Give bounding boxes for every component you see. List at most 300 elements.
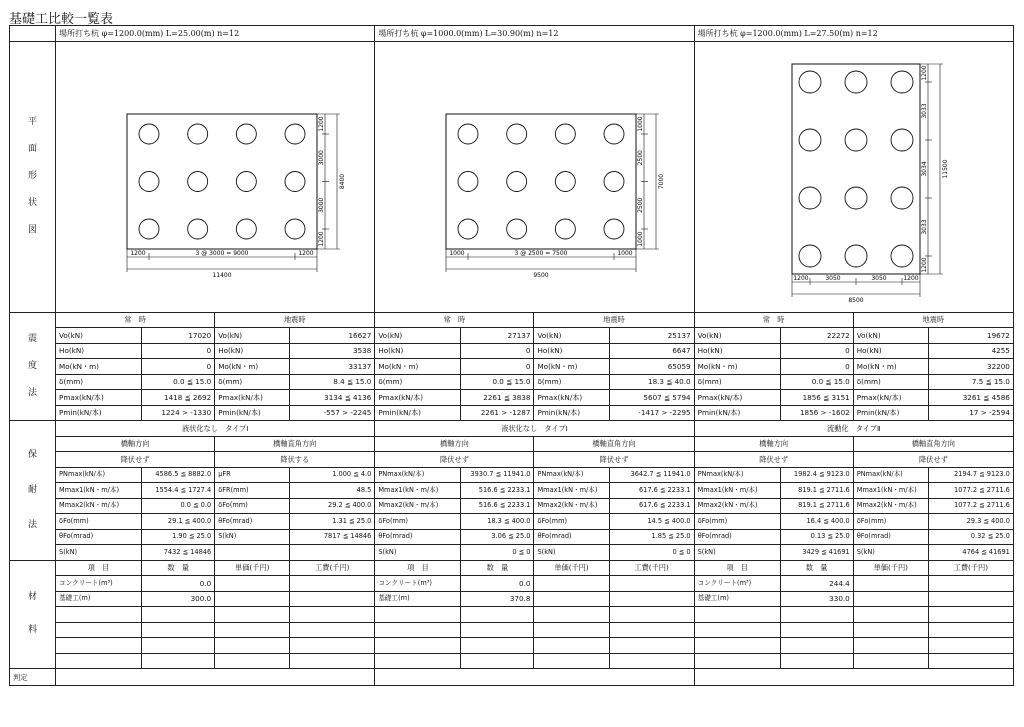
footing-outline: [446, 114, 636, 249]
capacity-label: θFo(mrad): [56, 529, 142, 545]
capacity-value: 1.31 ≦ 25.0: [290, 514, 375, 530]
material-qty: [780, 607, 853, 623]
seismic-value: 0: [142, 359, 215, 375]
capacity-label: S(kN): [56, 545, 142, 561]
dimension-label: 3 @ 3000 = 9000: [195, 249, 249, 257]
material-qty: [142, 607, 215, 623]
pile-circle: [845, 129, 867, 151]
material-item: [375, 607, 461, 623]
seismic-row: [10, 343, 1014, 359]
dimension-label: 3 @ 2500 = 7500: [514, 249, 568, 257]
material-cost: [928, 576, 1013, 592]
capacity-condition: 液状化なし タイプⅠ: [56, 421, 375, 437]
seismic-label: Mo(kN・m): [56, 359, 142, 375]
material-qty: [142, 622, 215, 638]
seismic-value: 1224 > -1330: [142, 405, 215, 421]
direction-label: 橋軸方向: [694, 436, 853, 452]
seismic-value: 17 > -2594: [928, 405, 1013, 421]
side-label-judge: 判定: [10, 669, 56, 686]
material-unit-price: [215, 653, 290, 669]
material-item: 基礎工(m): [56, 591, 142, 607]
seismic-label: Vo(kN): [375, 328, 461, 344]
seismic-header-row: [10, 312, 1014, 328]
pile-circle: [139, 219, 159, 239]
seismic-label: Ho(kN): [694, 343, 780, 359]
material-header: 数 量: [142, 560, 215, 576]
seismic-value: 0.0 ≦ 15.0: [780, 374, 853, 390]
footing-outline: [792, 64, 920, 274]
capacity-value: 1077.2 ≦ 2711.6: [928, 498, 1013, 514]
material-cost: [609, 622, 694, 638]
capacity-value: 0 ≦ 0: [609, 545, 694, 561]
capacity-label: S(kN): [694, 545, 780, 561]
material-unit-price: [215, 622, 290, 638]
direction-label: 橋軸直角方向: [215, 436, 375, 452]
material-item: [694, 607, 780, 623]
capacity-condition: 液状化なし タイプⅠ: [375, 421, 694, 437]
capacity-direction-row: [10, 436, 1014, 452]
direction-label: 橋軸直角方向: [853, 436, 1013, 452]
capacity-label: θFo(mrad): [215, 514, 290, 530]
material-item: 基礎工(m): [375, 591, 461, 607]
capacity-value: 7432 ≦ 14846: [142, 545, 215, 561]
capacity-value: 3.06 ≦ 25.0: [461, 529, 534, 545]
material-cost: [290, 622, 375, 638]
pile-plan-cell: [56, 41, 375, 312]
capacity-label: μFR: [215, 467, 290, 483]
material-qty: [780, 638, 853, 654]
seismic-value: 0: [780, 343, 853, 359]
side-label-char: 面: [28, 144, 38, 154]
seismic-value: 3134 ≦ 4136: [290, 390, 375, 406]
capacity-label: δFo(mm): [534, 514, 609, 530]
pile-circle: [845, 71, 867, 93]
seismic-label: δ(mm): [853, 374, 928, 390]
material-cost: [290, 591, 375, 607]
material-unit-price: [853, 638, 928, 654]
seismic-label: Vo(kN): [853, 328, 928, 344]
dimension-label: 3034: [920, 160, 928, 177]
capacity-value: 16.4 ≦ 400.0: [780, 514, 853, 530]
material-qty: [142, 653, 215, 669]
normal-label: 常 時: [694, 312, 853, 328]
dimension-label: 3050: [871, 274, 887, 282]
material-unit-price: [534, 591, 609, 607]
material-cost: [928, 622, 1013, 638]
dimension-label: 1200: [920, 256, 928, 273]
material-header: 数 量: [461, 560, 534, 576]
capacity-label: S(kN): [215, 529, 290, 545]
capacity-row: [10, 529, 1014, 545]
capacity-row: [10, 483, 1014, 499]
seismic-label: Pmin(kN/本): [375, 405, 461, 421]
material-unit-price: [534, 638, 609, 654]
seismic-label: Pmin(kN/本): [694, 405, 780, 421]
material-header: 工費(千円): [290, 560, 375, 576]
pile-circle: [507, 171, 527, 191]
capacity-label: θFo(mrad): [853, 529, 928, 545]
capacity-row: [10, 498, 1014, 514]
seismic-value: 0: [780, 359, 853, 375]
seismic-label: Mo(kN・m): [215, 359, 290, 375]
material-header: 項 目: [56, 560, 142, 576]
seismic-value: 2261 ≦ 3838: [461, 390, 534, 406]
capacity-label: θFo(mrad): [375, 529, 461, 545]
capacity-label: PNmax(kN/本): [534, 467, 609, 483]
seismic-value: 1856 > -1602: [780, 405, 853, 421]
quake-label: 地震時: [215, 312, 375, 328]
pile-circle: [556, 171, 576, 191]
seismic-value: 32200: [928, 359, 1013, 375]
dimension-label: 1200: [298, 249, 314, 257]
material-qty: 0.0: [461, 576, 534, 592]
capacity-label: Mmax1(kN・m/本): [56, 483, 142, 499]
footing-outline: [127, 114, 317, 249]
pile-circle: [845, 245, 867, 267]
normal-label: 常 時: [375, 312, 534, 328]
pile-circle: [237, 124, 257, 144]
pile-circle: [891, 187, 913, 209]
capacity-value: 819.1 ≦ 2711.6: [780, 498, 853, 514]
pile-circle: [891, 245, 913, 267]
dimension-label: 1200: [318, 230, 326, 247]
capacity-label: Mmax2(kN・m/本): [534, 498, 609, 514]
side-label-char: 形: [28, 171, 38, 181]
pile-plan-cell: [375, 41, 694, 312]
seismic-label: Pmax(kN/本): [215, 390, 290, 406]
seismic-label: Vo(kN): [534, 328, 609, 344]
material-row: [10, 607, 1014, 623]
comparison-table: [9, 25, 1014, 686]
capacity-value: 1982.4 ≦ 9123.0: [780, 467, 853, 483]
material-unit-price: [853, 576, 928, 592]
material-cost: [609, 607, 694, 623]
material-cost: [609, 653, 694, 669]
dimension-label: 1200: [903, 274, 919, 282]
yield-state: 降伏せず: [694, 452, 853, 468]
seismic-label: Vo(kN): [694, 328, 780, 344]
capacity-value: 29.2 ≦ 400.0: [290, 498, 375, 514]
material-item: [56, 607, 142, 623]
seismic-value: 19672: [928, 328, 1013, 344]
seismic-value: 1418 ≦ 2692: [142, 390, 215, 406]
seismic-value: 1856 ≦ 3151: [780, 390, 853, 406]
seismic-row: [10, 359, 1014, 375]
dimension-label: 3033: [920, 218, 928, 235]
pile-circle: [556, 124, 576, 144]
pile-circle: [458, 219, 478, 239]
material-header: 項 目: [694, 560, 780, 576]
side-label-plan: [10, 41, 56, 312]
material-item: [694, 622, 780, 638]
dimension-label: 3000: [318, 149, 326, 165]
capacity-label: Mmax2(kN・m/本): [694, 498, 780, 514]
pile-circle: [188, 219, 208, 239]
quake-label: 地震時: [853, 312, 1013, 328]
seismic-label: Pmax(kN/本): [694, 390, 780, 406]
material-item: 基礎工(m): [694, 591, 780, 607]
capacity-label: Mmax1(kN・m/本): [534, 483, 609, 499]
seismic-value: 5607 ≦ 5794: [609, 390, 694, 406]
material-qty: 330.0: [780, 591, 853, 607]
material-item: [375, 622, 461, 638]
material-cost: [609, 638, 694, 654]
seismic-value: 0.0 ≦ 15.0: [142, 374, 215, 390]
material-unit-price: [215, 576, 290, 592]
material-header: 数 量: [780, 560, 853, 576]
capacity-label: δFo(mm): [215, 498, 290, 514]
seismic-value: 33137: [290, 359, 375, 375]
capacity-label: θFo(mrad): [694, 529, 780, 545]
material-unit-price: [534, 622, 609, 638]
material-unit-price: [853, 653, 928, 669]
material-qty: [780, 622, 853, 638]
capacity-value: 0.32 ≦ 25.0: [928, 529, 1013, 545]
material-cost: [609, 576, 694, 592]
seismic-value: 3261 ≦ 4586: [928, 390, 1013, 406]
capacity-value: 29.1 ≦ 400.0: [142, 514, 215, 530]
seismic-label: δ(mm): [56, 374, 142, 390]
seismic-label: Mo(kN・m): [534, 359, 609, 375]
capacity-value: 1.85 ≦ 25.0: [609, 529, 694, 545]
dimension-label: 9500: [533, 271, 550, 279]
pile-circle: [604, 124, 624, 144]
capacity-value: 1077.2 ≦ 2711.6: [928, 483, 1013, 499]
capacity-value: 48.5: [290, 483, 375, 499]
side-label-seismic: [10, 312, 56, 421]
dimension-label: 7000: [658, 173, 666, 189]
material-unit-price: [215, 591, 290, 607]
seismic-label: Ho(kN): [215, 343, 290, 359]
seismic-value: 27137: [461, 328, 534, 344]
yield-state: 降伏せず: [853, 452, 1013, 468]
material-header: 工費(千円): [609, 560, 694, 576]
capacity-value: 4586.5 ≦ 8882.0: [142, 467, 215, 483]
seismic-value: 0: [461, 343, 534, 359]
material-row: [10, 622, 1014, 638]
pile-circle: [237, 219, 257, 239]
capacity-value: 3429 ≦ 41691: [780, 545, 853, 561]
material-unit-price: [853, 607, 928, 623]
side-label-char: 図: [28, 225, 38, 235]
seismic-label: Pmin(kN/本): [853, 405, 928, 421]
material-cost: [609, 591, 694, 607]
side-label-material: [10, 560, 56, 669]
seismic-label: Mo(kN・m): [375, 359, 461, 375]
pile-circle: [458, 171, 478, 191]
pile-plan-cell: [694, 41, 1013, 312]
plan-row: [10, 41, 1014, 312]
capacity-label: S(kN): [375, 545, 461, 561]
capacity-value: 29.3 ≦ 400.0: [928, 514, 1013, 530]
material-row: [10, 576, 1014, 592]
capacity-value: 1554.4 ≦ 1727.4: [142, 483, 215, 499]
dimension-label: 1000: [637, 115, 645, 132]
dimension-label: 2500: [637, 149, 645, 165]
capacity-label: Mmax2(kN・m/本): [375, 498, 461, 514]
material-qty: [461, 638, 534, 654]
material-row: [10, 653, 1014, 669]
capacity-label: Mmax2(kN・m/本): [853, 498, 928, 514]
material-row: [10, 591, 1014, 607]
corner-cell: [10, 26, 56, 42]
dimension-label: 3000: [318, 197, 326, 213]
seismic-value: 2261 > -1287: [461, 405, 534, 421]
seismic-label: Pmin(kN/本): [215, 405, 290, 421]
material-qty: 0.0: [142, 576, 215, 592]
seismic-label: δ(mm): [215, 374, 290, 390]
material-cost: [290, 607, 375, 623]
material-item: [375, 638, 461, 654]
material-item: コンクリート(m³): [694, 576, 780, 592]
material-item: [56, 622, 142, 638]
pile-plan-drawing: [384, 42, 684, 312]
material-header: 項 目: [375, 560, 461, 576]
material-item: コンクリート(m³): [375, 576, 461, 592]
pile-circle: [188, 171, 208, 191]
material-cost: [928, 638, 1013, 654]
quake-label: 地震時: [534, 312, 694, 328]
capacity-condition-row: [10, 421, 1014, 437]
judgement-cell: [694, 669, 1013, 686]
yield-state: 降伏せず: [375, 452, 534, 468]
material-unit-price: [853, 622, 928, 638]
capacity-label: S(kN): [534, 545, 609, 561]
pile-plan-drawing: [65, 42, 365, 312]
material-header: 単価(千円): [215, 560, 290, 576]
dimension-label: 1200: [130, 249, 146, 257]
material-cost: [290, 638, 375, 654]
material-qty: [461, 622, 534, 638]
pile-circle: [507, 219, 527, 239]
capacity-label: PNmax(kN/本): [694, 467, 780, 483]
pile-circle: [799, 245, 821, 267]
pile-circle: [285, 219, 305, 239]
pile-circle: [799, 129, 821, 151]
material-item: [694, 653, 780, 669]
seismic-label: δ(mm): [375, 374, 461, 390]
dimension-label: 3050: [825, 274, 841, 282]
seismic-label: Pmax(kN/本): [56, 390, 142, 406]
direction-label: 橋軸方向: [56, 436, 215, 452]
side-label-char: 平: [28, 117, 38, 127]
seismic-value: 7.5 ≦ 15.0: [928, 374, 1013, 390]
case-header: 場所打ち杭 φ=1200.0(mm) L=27.50(m) n=12: [694, 26, 1013, 42]
seismic-value: 3538: [290, 343, 375, 359]
material-unit-price: [534, 607, 609, 623]
pile-circle: [507, 124, 527, 144]
capacity-value: 2194.7 ≦ 9123.0: [928, 467, 1013, 483]
pile-plan-drawing: [704, 42, 1004, 312]
material-unit-price: [215, 607, 290, 623]
normal-label: 常 時: [56, 312, 215, 328]
capacity-label: [215, 545, 290, 561]
material-cost: [928, 591, 1013, 607]
capacity-value: 516.6 ≦ 2233.1: [461, 498, 534, 514]
seismic-label: Ho(kN): [56, 343, 142, 359]
pile-circle: [604, 219, 624, 239]
material-cost: [290, 576, 375, 592]
comparison-sheet: [9, 25, 1013, 719]
direction-label: 橋軸方向: [375, 436, 534, 452]
capacity-value: 1.90 ≦ 25.0: [142, 529, 215, 545]
material-qty: [142, 638, 215, 654]
side-label-char: 保: [28, 449, 38, 460]
dimension-label: 1200: [793, 274, 809, 282]
pile-circle: [799, 187, 821, 209]
pile-circle: [139, 124, 159, 144]
capacity-label: PNmax(kN/本): [853, 467, 928, 483]
seismic-value: 0: [142, 343, 215, 359]
judgement-cell: [56, 669, 375, 686]
capacity-label: Mmax2(kN・m/本): [56, 498, 142, 514]
material-item: [694, 638, 780, 654]
seismic-value: 18.3 ≦ 40.0: [609, 374, 694, 390]
pile-circle: [285, 171, 305, 191]
side-label-char: 耐: [28, 484, 38, 495]
capacity-value: 0.0 ≦ 0.0: [142, 498, 215, 514]
seismic-value: 22272: [780, 328, 853, 344]
capacity-label: PNmax(kN/本): [375, 467, 461, 483]
side-label-char: 材: [28, 592, 38, 603]
seismic-value: 17020: [142, 328, 215, 344]
dimension-label: 8400: [339, 173, 347, 189]
seismic-value: -557 > -2245: [290, 405, 375, 421]
dimension-label: 2500: [637, 197, 645, 213]
seismic-label: Pmax(kN/本): [534, 390, 609, 406]
material-qty: [780, 653, 853, 669]
capacity-value: 3642.7 ≦ 11941.0: [609, 467, 694, 483]
material-qty: 300.0: [142, 591, 215, 607]
dimension-label: 11400: [212, 271, 232, 279]
seismic-value: -1417 > -2295: [609, 405, 694, 421]
side-label-char: 度: [28, 360, 38, 371]
capacity-label: δFo(mm): [375, 514, 461, 530]
capacity-label: δFR(mm): [215, 483, 290, 499]
seismic-value: 25137: [609, 328, 694, 344]
seismic-label: Mo(kN・m): [694, 359, 780, 375]
capacity-label: δFo(mm): [694, 514, 780, 530]
capacity-value: 819.1 ≦ 2711.6: [780, 483, 853, 499]
seismic-value: 0: [461, 359, 534, 375]
material-unit-price: [215, 638, 290, 654]
side-label-char: 法: [28, 387, 38, 398]
capacity-value: 3930.7 ≦ 11941.0: [461, 467, 534, 483]
capacity-label: PNmax(kN/本): [56, 467, 142, 483]
capacity-value: 516.6 ≦ 2233.1: [461, 483, 534, 499]
material-qty: 370.8: [461, 591, 534, 607]
seismic-row: [10, 390, 1014, 406]
capacity-value: 14.5 ≦ 400.0: [609, 514, 694, 530]
material-item: コンクリート(m³): [56, 576, 142, 592]
pile-circle: [891, 71, 913, 93]
case-header: 場所打ち杭 φ=1000.0(mm) L=30.90(m) n=12: [375, 26, 694, 42]
material-item: [375, 653, 461, 669]
capacity-label: Mmax1(kN・m/本): [375, 483, 461, 499]
pile-circle: [799, 71, 821, 93]
seismic-label: Pmax(kN/本): [375, 390, 461, 406]
case-header-row: [10, 26, 1014, 42]
pile-circle: [891, 129, 913, 151]
capacity-value: 0 ≦ 0: [461, 545, 534, 561]
material-cost: [290, 653, 375, 669]
seismic-label: Ho(kN): [853, 343, 928, 359]
seismic-label: Vo(kN): [56, 328, 142, 344]
capacity-condition: 流動化 タイプⅡ: [694, 421, 1013, 437]
side-label-char: 法: [28, 519, 38, 530]
seismic-label: Pmin(kN/本): [534, 405, 609, 421]
side-label-char: 状: [28, 198, 38, 208]
